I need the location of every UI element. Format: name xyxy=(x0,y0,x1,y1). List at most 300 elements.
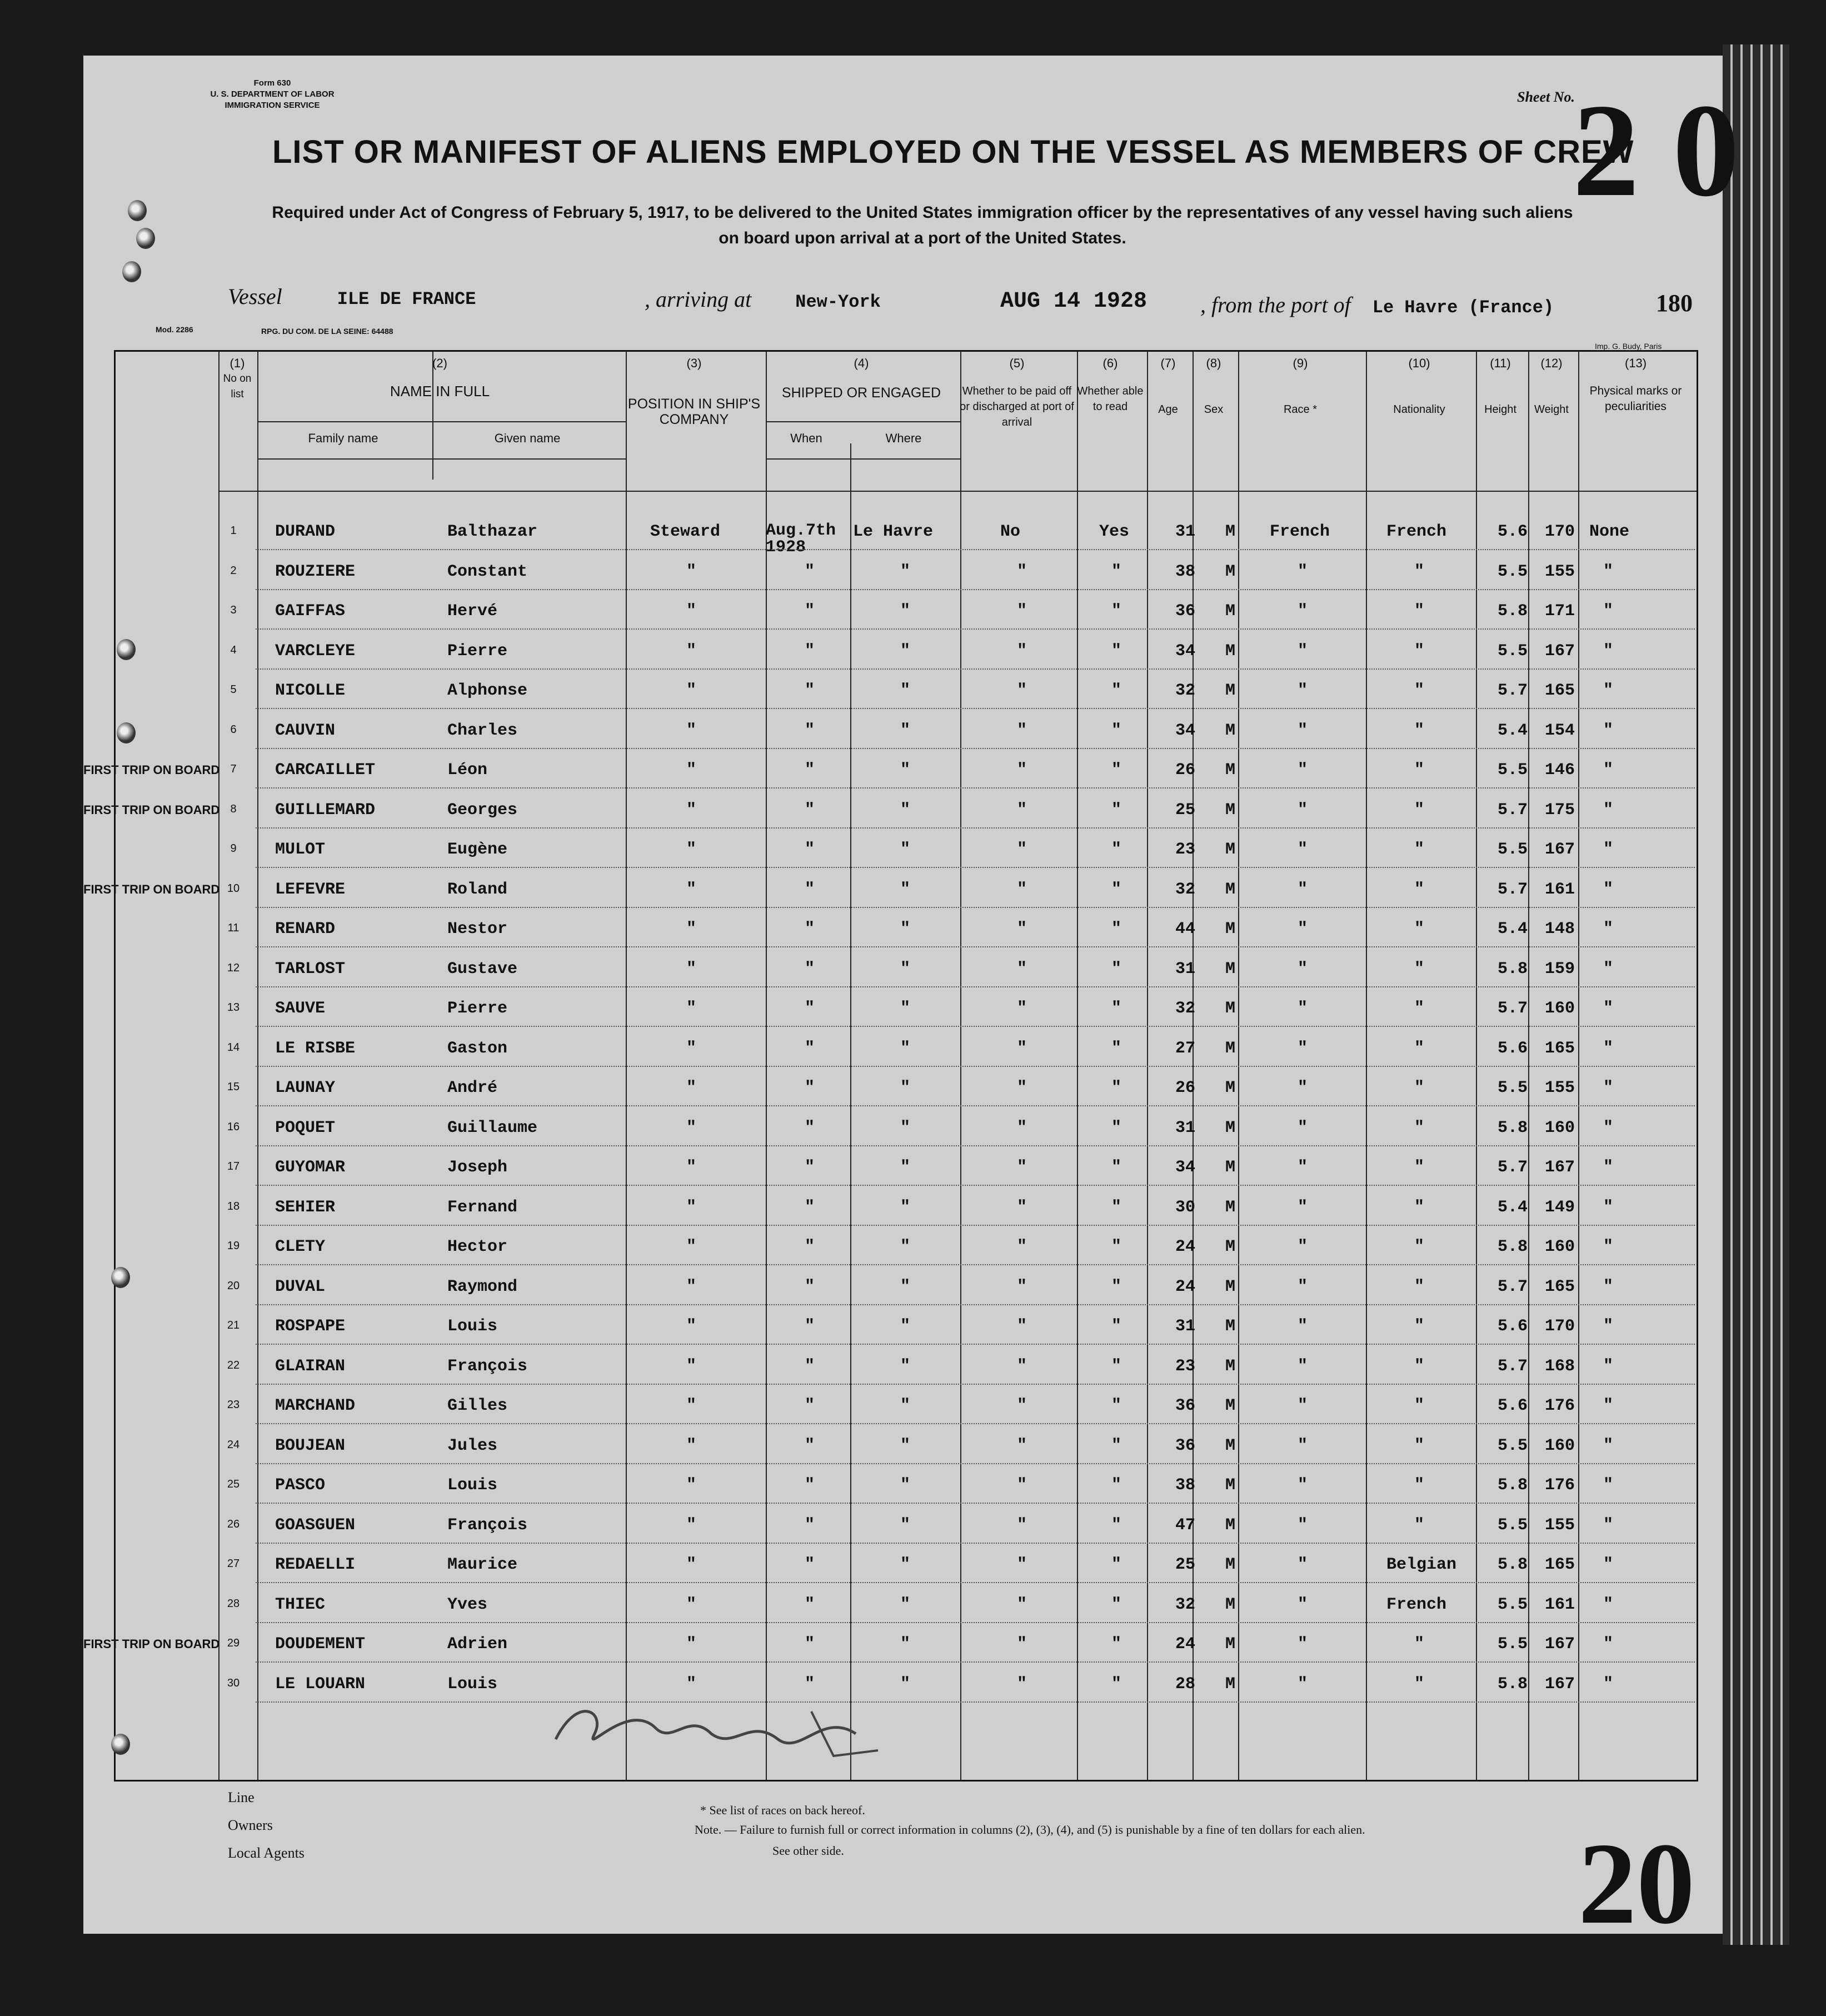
cell-weight: 165 xyxy=(1545,1277,1575,1296)
cell-age: 38 xyxy=(1175,562,1196,581)
cell-position: " xyxy=(686,800,697,820)
cell-sex: M xyxy=(1225,1277,1236,1296)
cell-sex: M xyxy=(1225,1476,1236,1495)
cell-marks: " xyxy=(1603,681,1614,700)
cell-weight: 165 xyxy=(1545,1039,1575,1058)
cell-nationality: " xyxy=(1414,840,1425,859)
cell-paid: " xyxy=(1017,602,1027,621)
cell-race: " xyxy=(1298,999,1308,1018)
cell-family: LAUNAY xyxy=(275,1079,336,1097)
cell-age: 31 xyxy=(1175,959,1196,979)
hole-punch-icon xyxy=(111,1734,130,1755)
cell-nationality: " xyxy=(1414,1158,1425,1177)
cell-nationality: " xyxy=(1414,959,1425,979)
crew-count: 180 xyxy=(1656,290,1693,317)
cell-weight: 167 xyxy=(1545,641,1575,661)
cell-position: " xyxy=(686,721,697,740)
hole-punch-icon xyxy=(122,261,141,282)
row-number: 10 xyxy=(227,882,240,895)
row-rule xyxy=(256,1503,1695,1504)
cell-sex: M xyxy=(1225,959,1236,979)
row-rule xyxy=(256,907,1695,908)
cell-paid: " xyxy=(1017,1674,1027,1694)
row-rule xyxy=(256,1304,1695,1305)
cell-height: 5.8 xyxy=(1498,1555,1528,1574)
rpg-number: RPG. DU COM. DE LA SEINE: 64488 xyxy=(261,327,393,336)
cell-height: 5.6 xyxy=(1498,1396,1528,1415)
family-name-header: Family name xyxy=(308,431,378,445)
vessel-name: ILE DE FRANCE xyxy=(337,289,476,310)
cell-position: " xyxy=(686,1039,697,1058)
cell-age: 32 xyxy=(1175,1595,1196,1614)
cell-race: " xyxy=(1298,1237,1308,1256)
cell-sex: M xyxy=(1225,800,1236,820)
cell-height: 5.5 xyxy=(1498,761,1528,780)
cell-where: Le Havre xyxy=(853,522,934,541)
row-number: 22 xyxy=(227,1359,240,1371)
cell-age: 34 xyxy=(1175,641,1196,661)
cell-where: " xyxy=(900,1674,911,1694)
form-header-block xyxy=(167,78,378,111)
cell-nationality: " xyxy=(1414,602,1425,621)
cell-nationality: French xyxy=(1386,1595,1447,1614)
col11-header xyxy=(1474,356,1526,417)
cell-marks: " xyxy=(1603,602,1614,621)
cell-family: GOASGUEN xyxy=(275,1515,356,1535)
hole-punch-icon xyxy=(117,639,136,660)
row-rule xyxy=(256,589,1695,590)
row-number: 27 xyxy=(227,1558,240,1570)
cell-where: " xyxy=(900,959,911,979)
row-number: 20 xyxy=(227,1279,240,1292)
cell-when: " xyxy=(805,641,815,661)
cell-read: " xyxy=(1111,1515,1122,1535)
cell-read: " xyxy=(1111,959,1122,979)
cell-race: " xyxy=(1298,1476,1308,1495)
cell-when: " xyxy=(805,1158,815,1177)
cell-nationality: " xyxy=(1414,641,1425,661)
cell-paid: " xyxy=(1017,880,1027,899)
cell-read: " xyxy=(1111,1158,1122,1177)
hole-punch-icon xyxy=(128,200,147,221)
col-divider xyxy=(850,443,851,1780)
row-rule xyxy=(256,787,1695,789)
cell-marks: " xyxy=(1603,1476,1614,1495)
cell-where: " xyxy=(900,1039,911,1058)
cell-age: 30 xyxy=(1175,1197,1196,1217)
cell-when: " xyxy=(805,999,815,1018)
races-footnote: * See list of races on back hereof. xyxy=(700,1803,865,1817)
arriving-label: , arriving at xyxy=(645,287,752,312)
cell-paid: " xyxy=(1017,1039,1027,1058)
cell-nationality: " xyxy=(1414,880,1425,899)
cell-where: " xyxy=(900,562,911,581)
col3-header xyxy=(624,356,764,427)
cell-weight: 159 xyxy=(1545,959,1575,979)
cell-marks: " xyxy=(1603,800,1614,820)
cell-race: " xyxy=(1298,761,1308,780)
cell-when: " xyxy=(805,1595,815,1614)
cell-position: " xyxy=(686,1476,697,1495)
cell-paid: " xyxy=(1017,641,1027,661)
cell-marks: " xyxy=(1603,1079,1614,1097)
header-rule xyxy=(257,458,626,460)
cell-sex: M xyxy=(1225,1158,1236,1177)
cell-weight: 165 xyxy=(1545,1555,1575,1574)
cell-age: 36 xyxy=(1175,1436,1196,1455)
cell-nationality: French xyxy=(1386,522,1447,541)
row-rule xyxy=(256,1661,1695,1663)
col10-label: Nationality xyxy=(1393,403,1445,416)
cell-age: 24 xyxy=(1175,1277,1196,1296)
cell-when: " xyxy=(805,1317,815,1336)
cell-height: 5.7 xyxy=(1498,681,1528,700)
row-number: 26 xyxy=(227,1518,240,1530)
cell-when: " xyxy=(805,1197,815,1217)
row-number: 28 xyxy=(227,1597,240,1610)
cell-race: " xyxy=(1298,1515,1308,1535)
arrival-date-stamp: AUG 14 1928 xyxy=(1000,289,1148,314)
cell-marks: " xyxy=(1603,1039,1614,1058)
row-rule xyxy=(256,1185,1695,1186)
cell-race: " xyxy=(1298,721,1308,740)
col5-label: Whether to be paid off or discharged at port of arrival xyxy=(960,385,1074,428)
cell-paid: " xyxy=(1017,1476,1027,1495)
cell-read: " xyxy=(1111,1555,1122,1574)
cell-position: " xyxy=(686,1197,697,1217)
page-subtitle xyxy=(200,200,1645,251)
col5-number: (5) xyxy=(1009,356,1025,370)
cell-family: NICOLLE xyxy=(275,681,346,700)
cell-sex: M xyxy=(1225,1118,1236,1137)
cell-position: " xyxy=(686,1555,697,1574)
row-rule xyxy=(256,1145,1695,1146)
cell-height: 5.4 xyxy=(1498,721,1528,740)
cell-where: " xyxy=(900,1555,911,1574)
cell-nationality: " xyxy=(1414,1277,1425,1296)
cell-position: " xyxy=(686,1079,697,1097)
cell-nationality: " xyxy=(1414,1396,1425,1415)
row-rule xyxy=(256,748,1695,749)
cell-read: " xyxy=(1111,761,1122,780)
cell-where: " xyxy=(900,1595,911,1614)
cell-given: Jules xyxy=(447,1436,498,1455)
cell-weight: 149 xyxy=(1545,1197,1575,1217)
row-number: 23 xyxy=(227,1399,240,1411)
cell-family: PASCO xyxy=(275,1476,326,1495)
cell-given: Nestor xyxy=(447,920,508,939)
subtitle-line-1: Required under Act of Congress of February 5, 1917, to be delivered to the United States immigration officer by the representatives of any vessel having such aliens xyxy=(272,203,1573,222)
cell-sex: M xyxy=(1225,1555,1236,1574)
cell-read: " xyxy=(1111,681,1122,700)
department-name: U. S. DEPARTMENT OF LABOR xyxy=(210,89,335,99)
col7-header xyxy=(1145,356,1191,417)
cell-age: 24 xyxy=(1175,1635,1196,1654)
cell-marks: " xyxy=(1603,1555,1614,1574)
cell-race: French xyxy=(1270,522,1330,541)
cell-paid: " xyxy=(1017,1118,1027,1137)
hole-punch-icon xyxy=(136,228,155,249)
cell-given: Joseph xyxy=(447,1158,508,1177)
cell-age: 31 xyxy=(1175,522,1196,541)
col9-number: (9) xyxy=(1293,356,1308,370)
row-rule xyxy=(256,1105,1695,1106)
cell-sex: M xyxy=(1225,1436,1236,1455)
cell-given: Hervé xyxy=(447,602,498,621)
row-number: 18 xyxy=(227,1200,240,1212)
owners-label: Owners xyxy=(228,1817,273,1833)
first-trip-note: FIRST TRIP ON BOARD xyxy=(83,882,220,896)
cell-family: GAIFFAS xyxy=(275,602,346,621)
row-rule xyxy=(256,867,1695,868)
cell-family: DURAND xyxy=(275,522,336,541)
header-rule xyxy=(766,458,960,460)
cell-position: " xyxy=(686,602,697,621)
cell-where: " xyxy=(900,1515,911,1535)
row-number: 21 xyxy=(227,1319,240,1331)
cell-sex: M xyxy=(1225,1237,1236,1256)
cell-paid: " xyxy=(1017,721,1027,740)
cell-race: " xyxy=(1298,562,1308,581)
col12-header xyxy=(1526,356,1576,417)
cell-age: 44 xyxy=(1175,920,1196,939)
col6-number: (6) xyxy=(1102,356,1118,370)
cell-paid: No xyxy=(1000,522,1021,541)
local-agents-label: Local Agents xyxy=(228,1845,305,1861)
row-rule xyxy=(256,1026,1695,1027)
cell-where: " xyxy=(900,721,911,740)
cell-sex: M xyxy=(1225,522,1236,541)
col13-header xyxy=(1576,356,1695,415)
cell-given: Adrien xyxy=(447,1635,508,1654)
cell-family: BOUJEAN xyxy=(275,1436,346,1455)
cell-where: " xyxy=(900,1158,911,1177)
from-port: Le Havre (France) xyxy=(1372,297,1554,318)
cell-weight: 167 xyxy=(1545,1674,1575,1694)
row-number: 14 xyxy=(227,1041,240,1054)
col4-header xyxy=(764,356,959,401)
cell-family: MARCHAND xyxy=(275,1396,356,1415)
cell-read: " xyxy=(1111,1595,1122,1614)
cell-when: " xyxy=(805,1039,815,1058)
cell-height: 5.8 xyxy=(1498,1237,1528,1256)
subtitle-line-2: on board upon arrival at a port of the United States. xyxy=(719,229,1126,247)
cell-family: ROUZIERE xyxy=(275,562,356,581)
cell-where: " xyxy=(900,1317,911,1336)
cell-family: LE LOUARN xyxy=(275,1674,366,1694)
cell-where: " xyxy=(900,1396,911,1415)
cell-marks: None xyxy=(1589,522,1630,541)
cell-marks: " xyxy=(1603,1197,1614,1217)
cell-weight: 161 xyxy=(1545,1595,1575,1614)
cell-marks: " xyxy=(1603,1277,1614,1296)
cell-paid: " xyxy=(1017,1197,1027,1217)
cell-nationality: " xyxy=(1414,681,1425,700)
cell-when: " xyxy=(805,1555,815,1574)
cell-weight: 146 xyxy=(1545,761,1575,780)
cell-nationality: " xyxy=(1414,800,1425,820)
cell-position: " xyxy=(686,1356,697,1376)
when-header: When xyxy=(790,431,822,445)
cell-nationality: " xyxy=(1414,761,1425,780)
cell-when: " xyxy=(805,1396,815,1415)
col7-number: (7) xyxy=(1160,356,1176,370)
cell-nationality: " xyxy=(1414,1237,1425,1256)
cell-marks: " xyxy=(1603,1356,1614,1376)
cell-race: " xyxy=(1298,800,1308,820)
cell-given: Alphonse xyxy=(447,681,528,700)
cell-position: " xyxy=(686,761,697,780)
cell-age: 24 xyxy=(1175,1237,1196,1256)
col1-number: (1) xyxy=(230,356,245,370)
row-rule xyxy=(256,1582,1695,1583)
col2-label: NAME IN FULL xyxy=(390,383,490,400)
cell-marks: " xyxy=(1603,999,1614,1018)
cell-sex: M xyxy=(1225,1595,1236,1614)
row-rule xyxy=(256,1384,1695,1385)
cell-race: " xyxy=(1298,1356,1308,1376)
cell-position: " xyxy=(686,1635,697,1654)
col1-header xyxy=(218,356,257,402)
col-divider xyxy=(218,352,219,1780)
cell-height: 5.5 xyxy=(1498,1515,1528,1535)
cell-nationality: " xyxy=(1414,1118,1425,1137)
cell-weight: 160 xyxy=(1545,1118,1575,1137)
cell-sex: M xyxy=(1225,562,1236,581)
row-number: 6 xyxy=(230,723,237,736)
row-rule xyxy=(256,1225,1695,1226)
cell-age: 32 xyxy=(1175,880,1196,899)
cell-when: " xyxy=(805,681,815,700)
sheet-number-stamp-top: 2 0 xyxy=(1573,76,1739,224)
cell-family: CLETY xyxy=(275,1237,326,1256)
cell-nationality: " xyxy=(1414,1079,1425,1097)
cell-sex: M xyxy=(1225,840,1236,859)
vessel-line xyxy=(228,283,476,310)
cell-read: " xyxy=(1111,1118,1122,1137)
cell-nationality: " xyxy=(1414,1635,1425,1654)
cell-given: Léon xyxy=(447,761,488,780)
cell-weight: 160 xyxy=(1545,1436,1575,1455)
row-number: 9 xyxy=(230,842,237,855)
cell-height: 5.7 xyxy=(1498,999,1528,1018)
row-number: 4 xyxy=(230,643,237,656)
cell-when: " xyxy=(805,1436,815,1455)
cell-sex: M xyxy=(1225,721,1236,740)
cell-where: " xyxy=(900,602,911,621)
row-number: 30 xyxy=(227,1676,240,1689)
cell-position: " xyxy=(686,1436,697,1455)
cell-race: " xyxy=(1298,1118,1308,1137)
cell-sex: M xyxy=(1225,1396,1236,1415)
cell-given: Gaston xyxy=(447,1039,508,1058)
cell-weight: 148 xyxy=(1545,920,1575,939)
col2-number: (2) xyxy=(432,356,447,370)
cell-race: " xyxy=(1298,959,1308,979)
cell-height: 5.5 xyxy=(1498,1079,1528,1097)
cell-given: Yves xyxy=(447,1595,488,1614)
cell-position: " xyxy=(686,1674,697,1694)
cell-given: Louis xyxy=(447,1674,498,1694)
col6-label: Whether able to read xyxy=(1077,385,1144,413)
cell-where: " xyxy=(900,1197,911,1217)
cell-read: " xyxy=(1111,1674,1122,1694)
cell-nationality: " xyxy=(1414,999,1425,1018)
cell-height: 5.5 xyxy=(1498,1436,1528,1455)
cell-race: " xyxy=(1298,1674,1308,1694)
col9-label: Race * xyxy=(1283,403,1318,416)
cell-when: " xyxy=(805,721,815,740)
cell-read: " xyxy=(1111,602,1122,621)
cell-weight: 170 xyxy=(1545,522,1575,541)
cell-nationality: " xyxy=(1414,1476,1425,1495)
cell-position: Steward xyxy=(650,522,721,541)
cell-position: " xyxy=(686,1515,697,1535)
cell-age: 28 xyxy=(1175,1674,1196,1694)
cell-nationality: " xyxy=(1414,1436,1425,1455)
cell-when: " xyxy=(805,602,815,621)
cell-position: " xyxy=(686,1118,697,1137)
cell-given: Fernand xyxy=(447,1197,518,1217)
cell-height: 5.6 xyxy=(1498,1039,1528,1058)
cell-height: 5.5 xyxy=(1498,562,1528,581)
from-label: , from the port of xyxy=(1200,292,1351,317)
cell-height: 5.8 xyxy=(1498,959,1528,979)
col9-header xyxy=(1236,356,1364,417)
row-number: 2 xyxy=(230,564,237,577)
cell-position: " xyxy=(686,1237,697,1256)
cell-height: 5.8 xyxy=(1498,1476,1528,1495)
col4-label: SHIPPED OR ENGAGED xyxy=(781,385,941,401)
cell-sex: M xyxy=(1225,1079,1236,1097)
cell-paid: " xyxy=(1017,920,1027,939)
cell-sex: M xyxy=(1225,1197,1236,1217)
cell-height: 5.7 xyxy=(1498,1277,1528,1296)
cell-read: " xyxy=(1111,1237,1122,1256)
cell-race: " xyxy=(1298,1317,1308,1336)
cell-read: " xyxy=(1111,999,1122,1018)
cell-nationality: " xyxy=(1414,721,1425,740)
cell-age: 31 xyxy=(1175,1317,1196,1336)
cell-family: VARCLEYE xyxy=(275,641,356,661)
cell-position: " xyxy=(686,1158,697,1177)
cell-marks: " xyxy=(1603,1635,1614,1654)
cell-weight: 154 xyxy=(1545,721,1575,740)
cell-read: " xyxy=(1111,1436,1122,1455)
cell-marks: " xyxy=(1603,1317,1614,1336)
col8-header xyxy=(1191,356,1236,417)
cell-given: François xyxy=(447,1515,528,1535)
cell-nationality: Belgian xyxy=(1386,1555,1457,1574)
cell-height: 5.7 xyxy=(1498,1158,1528,1177)
cell-where: " xyxy=(900,1436,911,1455)
cell-when: " xyxy=(805,1674,815,1694)
cell-read: " xyxy=(1111,1197,1122,1217)
row-number: 7 xyxy=(230,763,237,775)
cell-weight: 176 xyxy=(1545,1396,1575,1415)
row-rule xyxy=(256,668,1695,670)
row-rule xyxy=(256,1622,1695,1623)
cell-height: 5.5 xyxy=(1498,840,1528,859)
cell-age: 34 xyxy=(1175,1158,1196,1177)
see-other-side-note: See other side. xyxy=(772,1844,844,1858)
cell-nationality: " xyxy=(1414,1317,1425,1336)
row-rule xyxy=(256,946,1695,947)
cell-given: François xyxy=(447,1356,528,1376)
cell-race: " xyxy=(1298,1436,1308,1455)
row-rule xyxy=(256,1066,1695,1067)
cell-when: " xyxy=(805,800,815,820)
